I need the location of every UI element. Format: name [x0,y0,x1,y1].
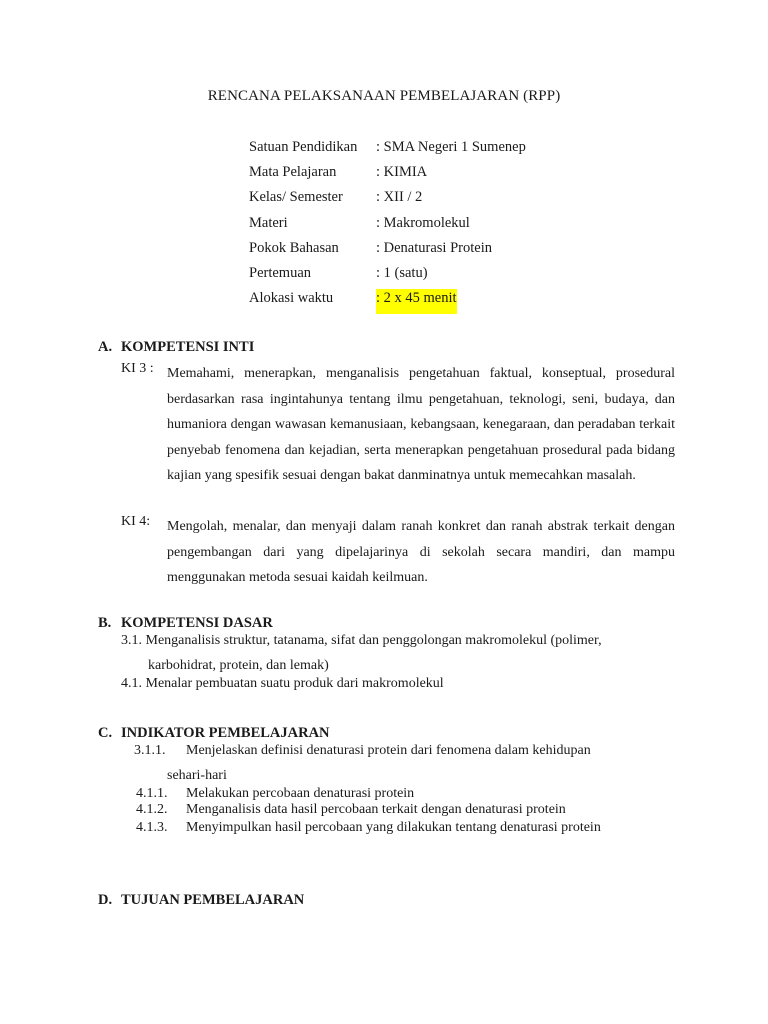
section-letter: B. [98,615,112,631]
kd-4-1: 4.1. Menalar pembuatan suatu produk dari makromolekul [121,676,444,691]
indicator-number: 4.1.1. [136,786,168,801]
kd-3-1-line2: karbohidrat, protein, dan lemak) [148,658,329,673]
section-letter: A. [98,339,113,355]
identity-label: Pokok Bahasan [249,239,339,256]
identity-value: : KIMIA [376,164,428,181]
identity-value: : Makromolekul [376,214,470,231]
ki-4 [121,514,675,591]
identity-value: : SMA Negeri 1 Sumenep [376,139,526,155]
ki-label: KI 4: [121,514,151,529]
identity-row [249,289,526,314]
identity-label: Alokasi waktu [249,290,334,307]
identity-row [249,188,526,213]
indicator-number: 3.1.1. [134,743,166,758]
section-title: TUJUAN PEMBELAJARAN [121,892,305,908]
section-a-heading [98,339,254,356]
indicator-4-1-3: Menyimpulkan hasil percobaan yang dilakukan tentang denaturasi protein [186,820,601,835]
document-title: RENCANA PELAKSANAAN PEMBELAJARAN (RPP) [207,88,561,104]
section-title: KOMPETENSI DASAR [121,615,273,631]
identity-row [249,264,526,289]
identity-label: Mata Pelajaran [249,164,337,181]
identity-value-highlighted: : 2 x 45 menit [376,289,457,314]
section-letter: C. [98,725,113,741]
indicator-number: 4.1.3. [136,820,168,835]
identity-row [249,239,526,264]
ki-text: Mengolah, menalar, dan menyaji dalam ranah konkret dan ranah abstrak terkait dengan pengembangan dari yang dipelajarinya di sekolah secara mandiri, dan mampu menggunakan metoda sesuai kaidah keilmuan. [167,519,675,585]
indicator-3-1-1-line2: sehari-hari [167,768,227,783]
identity-row [249,138,526,163]
identity-row [249,163,526,188]
section-b-heading [98,615,273,632]
identity-label: Pertemuan [249,264,312,281]
identity-value: : 1 (satu) [376,264,428,281]
section-title: INDIKATOR PEMBELAJARAN [121,725,330,741]
identity-label: Satuan Pendidikan [249,139,358,155]
section-letter: D. [98,892,113,908]
identity-label: Kelas/ Semester [249,189,343,206]
identity-row [249,214,526,239]
identity-value: : Denaturasi Protein [376,239,492,256]
indicator-3-1-1-line1: Menjelaskan definisi denaturasi protein dari fenomena dalam kehidupan [186,743,591,758]
ki-label: KI 3 : [121,361,154,376]
identity-label: Materi [249,214,288,231]
section-c-heading [98,725,330,742]
indicator-4-1-1: Melakukan percobaan denaturasi protein [186,786,415,801]
section-title: KOMPETENSI INTI [121,339,255,355]
kd-3-1-line1: 3.1. Menganalisis struktur, tatanama, sifat dan penggolongan makromolekul (polimer, [121,633,602,648]
identity-value: : XII / 2 [376,189,423,206]
indicator-number: 4.1.2. [136,802,168,817]
indicator-4-1-2: Menganalisis data hasil percobaan terkait dengan denaturasi protein [186,802,566,817]
section-d-heading [98,892,304,909]
identity-table [249,138,526,314]
ki-text: Memahami, menerapkan, menganalisis pengetahuan faktual, konseptual, prosedural berdasarkan rasa ingintahunya tentang ilmu pengetahuan, teknologi, seni, budaya, dan humaniora dengan wawasan kemanusiaan, kebangsaan, kenegaraan, dan peradaban terkait penyebab fenomena dan kejadian, serta menerapkan pengetahuan prosedural pada bidang kajian yang spesifik sesuai dengan bakat danminatnya untuk memecahkan masalah. [167,366,675,483]
ki-3 [121,361,675,489]
